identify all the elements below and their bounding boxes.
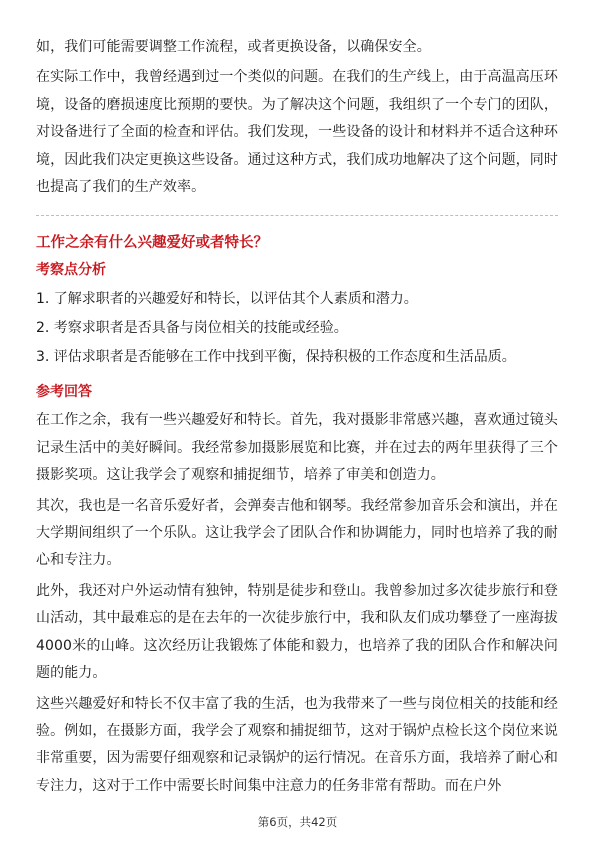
example-paragraph: 在实际工作中，我曾经遇到过一个类似的问题。在我们的生产线上，由于高温高压环境，设备的磨损速度比预期的要快。为了解决这个问题，我组织了一个专门的团队，对设备进行了全面的检查和评估。我们发现，一些设备的设计和材料并不适合这种环境，因此我们决定更换这些设备。通过这种方式，我们成功地解决了这个问题，同时也提高了我们的生产效率。 (36, 69, 558, 196)
section-divider (36, 215, 558, 216)
answer-paragraph: 在工作之余，我有一些兴趣爱好和特长。首先，我对摄影非常感兴趣，喜欢通过镜头记录生活中的美好瞬间。我经常参加摄影展览和比赛，并在过去的两年里获得了三个摄影奖项。这让我学会了观察和捕捉细节，培养了审美和创造力。 (36, 412, 558, 484)
analysis-item: 1. 了解求职者的兴趣爱好和特长，以评估其个人素质和潜力。 (36, 291, 418, 308)
continued-paragraph: 如，我们可能需要调整工作流程，或者更换设备，以确保安全。 (36, 39, 431, 55)
analysis-item: 3. 评估求职者是否能够在工作中找到平衡，保持积极的工作态度和生活品质。 (36, 349, 516, 366)
page-number: 第6页，共42页 (257, 815, 338, 829)
analysis-item: 2. 考察求职者是否具备与岗位相关的技能或经验。 (36, 320, 348, 337)
answer-paragraph: 其次，我也是一名音乐爱好者，会弹奏吉他和钢琴。我经常参加音乐会和演出，并在大学期间组织了一个乐队。这让我学会了团队合作和协调能力，同时也培养了我的耐心和专注力。 (36, 497, 558, 569)
analysis-heading: 考察点分析 (36, 262, 106, 279)
page-content (36, 34, 558, 803)
answer-paragraph: 此外，我还对户外运动情有独钟，特别是徒步和登山。我曾参加过多次徒步旅行和登山活动，其中最难忘的是在去年的一次徒步旅行中，我和队友们成功攀登了一座海拔4000米的山峰。这次经历让我锻炼了体能和毅力，也培养了我的团队合作和解决问题的能力。 (36, 582, 558, 682)
spacer (36, 372, 558, 381)
answer-paragraph: 这些兴趣爱好和特长不仅丰富了我的生活，也为我带来了一些与岗位相关的技能和经验。例如，在摄影方面，我学会了观察和捕捉细节，这对于锅炉点检长这个岗位来说非常重要，因为需要仔细观察和记录锅炉的运行情况。在音乐方面，我培养了耐心和专注力，这对于工作中需要长时间集中注意力的任务非常有帮助。而在户外 (36, 695, 558, 794)
answer-heading: 参考回答 (36, 384, 92, 401)
question-title: 工作之余有什么兴趣爱好或者特长？ (36, 235, 268, 252)
analysis-list (36, 285, 558, 372)
